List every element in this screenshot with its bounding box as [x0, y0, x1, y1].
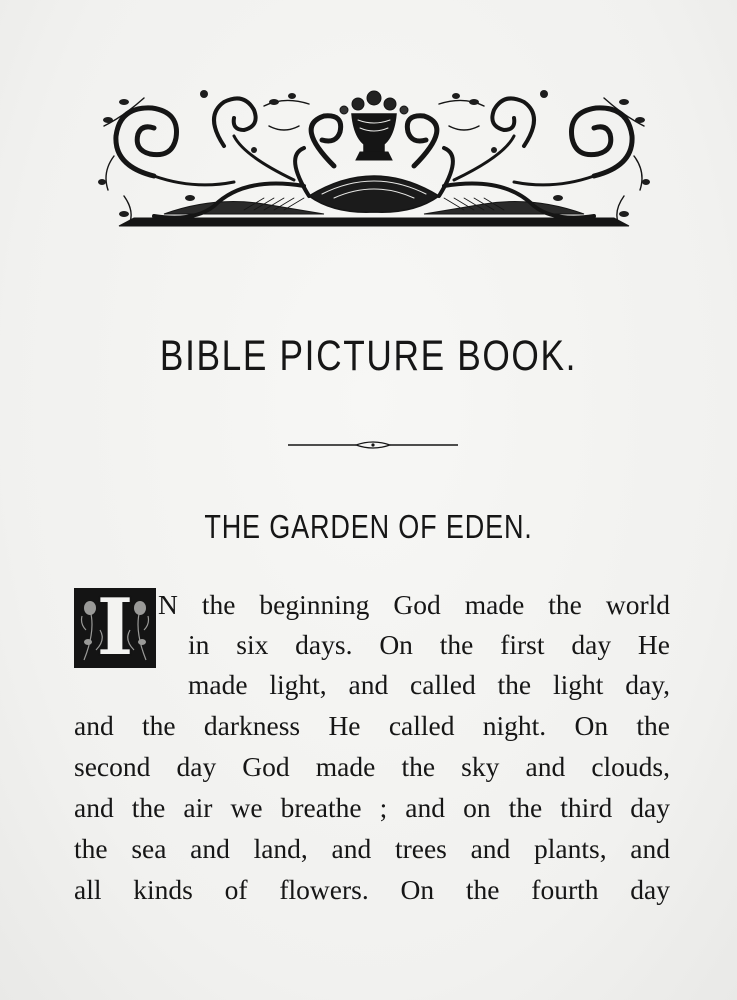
body-line: all kinds of flowers. On the fourth day [74, 874, 670, 905]
ornamental-headpiece [94, 86, 654, 232]
book-title: BIBLE PICTURE BOOK. [159, 332, 578, 380]
drop-cap-letter: I [96, 588, 134, 668]
illuminated-initial [74, 588, 156, 668]
body-line: N the beginning God made the world [158, 589, 670, 620]
body-line: the sea and land, and trees and plants, and [74, 833, 670, 864]
chapter-title: THE GARDEN OF EDEN. [204, 508, 533, 545]
body-line: made light, and called the light day, [188, 669, 670, 700]
decorative-rule [288, 437, 458, 453]
body-line: in six days. On the first day He [188, 629, 670, 660]
body-line: second day God made the sky and clouds, [74, 751, 670, 782]
body-line: and the air we breathe ; and on the third day [74, 792, 670, 823]
body-line: and the darkness He called night. On the [74, 710, 670, 741]
